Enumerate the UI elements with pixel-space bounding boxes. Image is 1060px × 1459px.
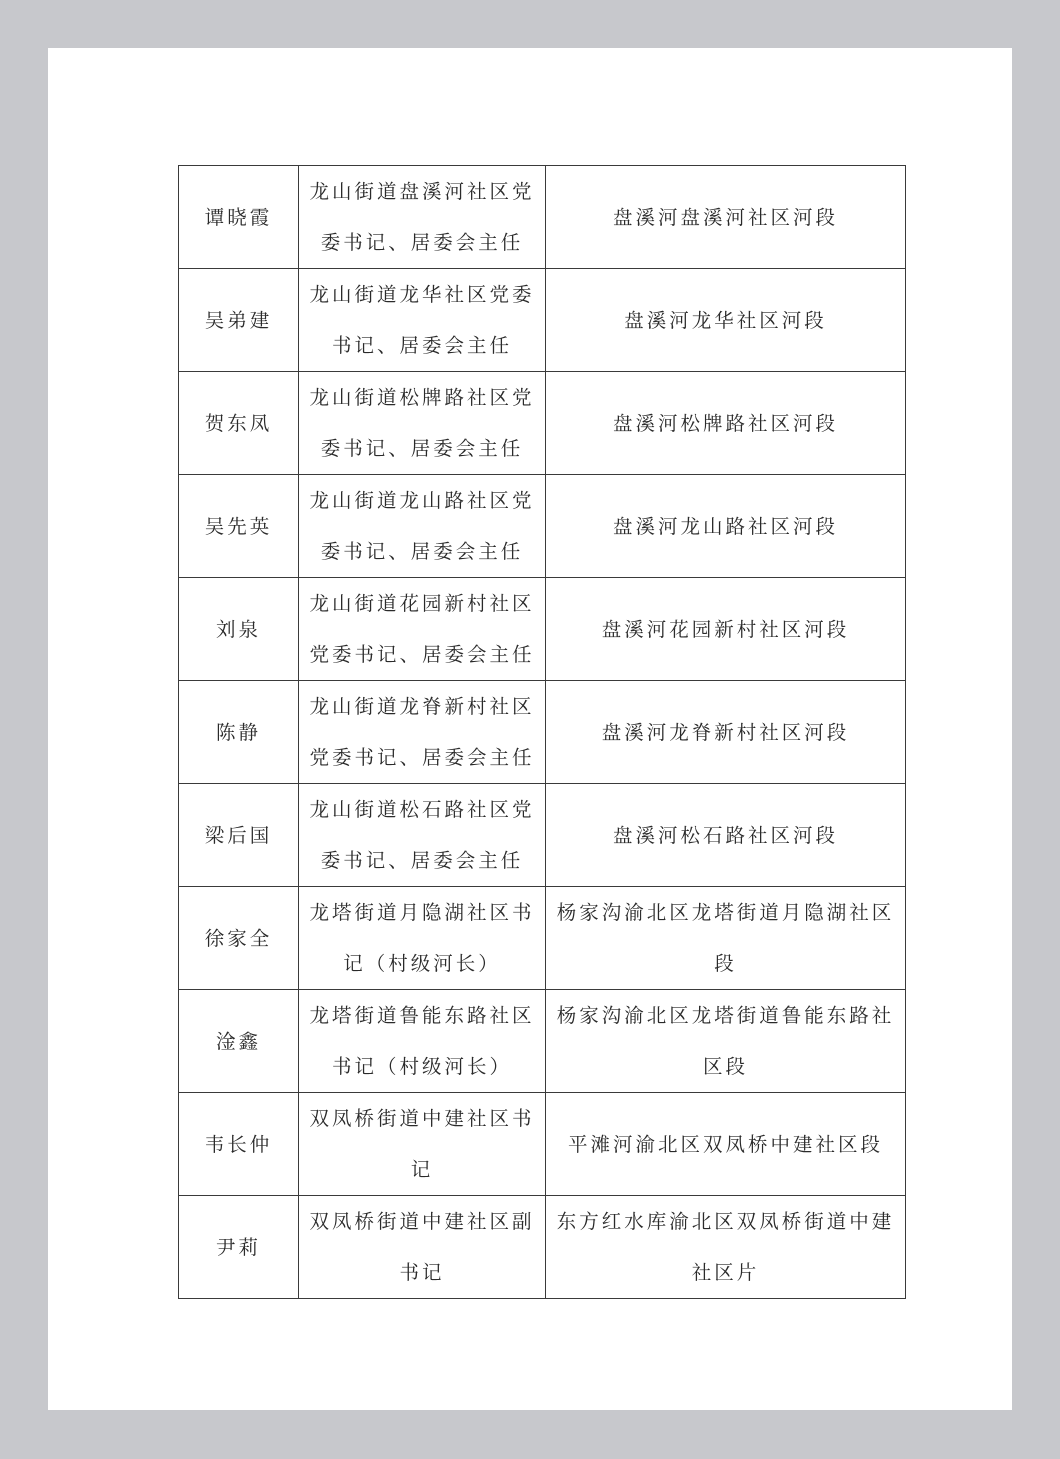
position-cell: 龙山街道盘溪河社区党委书记、居委会主任 <box>299 166 546 269</box>
river-section-cell: 东方红水库渝北区双凤桥街道中建社区片 <box>546 1196 906 1299</box>
table-row <box>179 372 906 475</box>
name-cell: 吴弟建 <box>179 269 299 372</box>
position-cell: 双凤桥街道中建社区书记 <box>299 1093 546 1196</box>
table-row <box>179 990 906 1093</box>
table-row <box>179 1093 906 1196</box>
position-cell: 龙塔街道鲁能东路社区书记（村级河长） <box>299 990 546 1093</box>
name-cell: 谭晓霞 <box>179 166 299 269</box>
name-cell: 韦长仲 <box>179 1093 299 1196</box>
river-section-cell: 杨家沟渝北区龙塔街道鲁能东路社区段 <box>546 990 906 1093</box>
river-section-cell: 盘溪河松牌路社区河段 <box>546 372 906 475</box>
table-row <box>179 681 906 784</box>
position-cell: 龙塔街道月隐湖社区书记（村级河长） <box>299 887 546 990</box>
river-section-cell: 盘溪河龙山路社区河段 <box>546 475 906 578</box>
river-section-cell: 平滩河渝北区双凤桥中建社区段 <box>546 1093 906 1196</box>
river-section-cell: 盘溪河花园新村社区河段 <box>546 578 906 681</box>
river-chief-table <box>178 165 906 1299</box>
table-row <box>179 887 906 990</box>
name-cell: 贺东凤 <box>179 372 299 475</box>
table-row <box>179 784 906 887</box>
table-row <box>179 475 906 578</box>
table-row <box>179 578 906 681</box>
name-cell: 刘泉 <box>179 578 299 681</box>
name-cell: 陈静 <box>179 681 299 784</box>
river-section-cell: 盘溪河盘溪河社区河段 <box>546 166 906 269</box>
position-cell: 龙山街道松牌路社区党委书记、居委会主任 <box>299 372 546 475</box>
position-cell: 龙山街道松石路社区党委书记、居委会主任 <box>299 784 546 887</box>
position-cell: 双凤桥街道中建社区副书记 <box>299 1196 546 1299</box>
name-cell: 吴先英 <box>179 475 299 578</box>
name-cell: 淦鑫 <box>179 990 299 1093</box>
name-cell: 尹莉 <box>179 1196 299 1299</box>
river-section-cell: 盘溪河松石路社区河段 <box>546 784 906 887</box>
table-row <box>179 1196 906 1299</box>
position-cell: 龙山街道花园新村社区党委书记、居委会主任 <box>299 578 546 681</box>
position-cell: 龙山街道龙山路社区党委书记、居委会主任 <box>299 475 546 578</box>
name-cell: 梁后国 <box>179 784 299 887</box>
table-row <box>179 269 906 372</box>
position-cell: 龙山街道龙华社区党委书记、居委会主任 <box>299 269 546 372</box>
river-section-cell: 盘溪河龙华社区河段 <box>546 269 906 372</box>
position-cell: 龙山街道龙脊新村社区党委书记、居委会主任 <box>299 681 546 784</box>
river-section-cell: 盘溪河龙脊新村社区河段 <box>546 681 906 784</box>
river-section-cell: 杨家沟渝北区龙塔街道月隐湖社区段 <box>546 887 906 990</box>
table-row <box>179 166 906 269</box>
name-cell: 徐家全 <box>179 887 299 990</box>
document-page <box>48 48 1012 1410</box>
